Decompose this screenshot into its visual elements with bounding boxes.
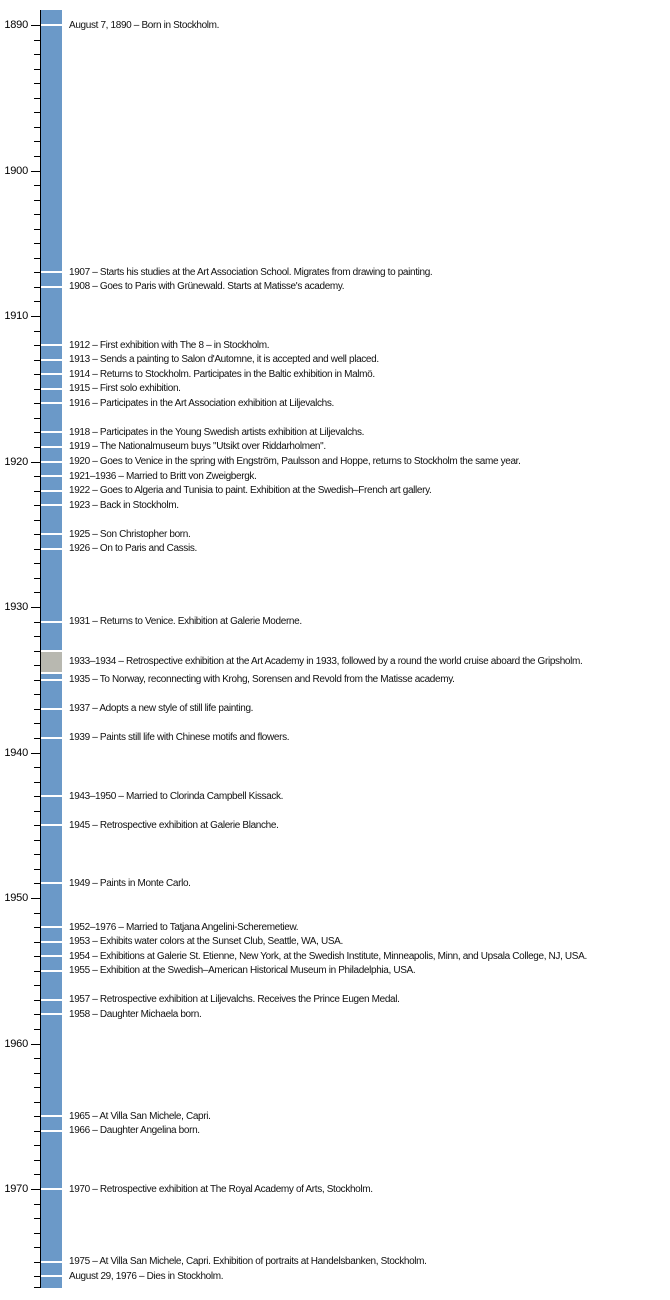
event-marker-line: [41, 941, 62, 943]
minor-year-tick: [34, 694, 41, 695]
major-year-tick: [31, 753, 41, 754]
minor-year-tick: [34, 825, 41, 826]
minor-year-tick: [34, 767, 41, 768]
minor-year-tick: [34, 1014, 41, 1015]
minor-year-tick: [34, 403, 41, 404]
minor-year-tick: [34, 1160, 41, 1161]
major-year-tick: [31, 25, 41, 26]
event-marker-line: [41, 286, 62, 288]
minor-year-tick: [34, 956, 41, 957]
year-axis-label: 1960: [4, 1038, 28, 1050]
event-marker-line: [41, 373, 62, 375]
minor-year-tick: [34, 811, 41, 812]
event-marker-line: [41, 446, 62, 448]
minor-year-tick: [34, 1102, 41, 1103]
year-axis-label: 1970: [4, 1183, 28, 1195]
minor-year-tick: [34, 69, 41, 70]
event-label: 1931 – Returns to Venice. Exhibition at Galerie Moderne.: [69, 616, 302, 628]
minor-year-tick: [34, 1145, 41, 1146]
minor-year-tick: [34, 651, 41, 652]
event-label: 1955 – Exhibition at the Swedish–American Historical Museum in Philadelphia, USA.: [69, 965, 416, 977]
event-label: 1957 – Retrospective exhibition at Liljevalchs. Receives the Prince Eugen Medal.: [69, 994, 400, 1006]
minor-year-tick: [34, 1262, 41, 1263]
event-marker-line: [41, 24, 62, 26]
major-year-tick: [31, 1044, 41, 1045]
minor-year-tick: [34, 112, 41, 113]
minor-year-tick: [34, 229, 41, 230]
event-marker-line: [41, 548, 62, 550]
minor-year-tick: [34, 1204, 41, 1205]
event-label: 1914 – Returns to Stockholm. Participates in the Baltic exhibition in Malmö.: [69, 368, 375, 380]
major-year-tick: [31, 171, 41, 172]
minor-year-tick: [34, 243, 41, 244]
minor-year-tick: [34, 374, 41, 375]
event-label: 1933–1934 – Retrospective exhibition at the Art Academy in 1933, followed by a round the world cruise aboard the Gripsholm.: [69, 656, 583, 668]
minor-year-tick: [34, 622, 41, 623]
event-marker-line: [41, 824, 62, 826]
minor-year-tick: [34, 563, 41, 564]
year-axis-label: 1900: [4, 165, 28, 177]
event-marker-line: [41, 1130, 62, 1132]
event-marker-line: [41, 431, 62, 433]
minor-year-tick: [34, 942, 41, 943]
event-label: 1921–1936 – Married to Britt von Zweigbergk.: [69, 470, 257, 482]
event-marker-line: [41, 504, 62, 506]
minor-year-tick: [34, 1058, 41, 1059]
event-marker-line: [41, 461, 62, 463]
minor-year-tick: [34, 476, 41, 477]
minor-year-tick: [34, 1073, 41, 1074]
minor-year-tick: [34, 1218, 41, 1219]
event-label: 1923 – Back in Stockholm.: [69, 499, 179, 511]
minor-year-tick: [34, 723, 41, 724]
event-marker-line: [41, 388, 62, 390]
year-axis-label: 1930: [4, 601, 28, 613]
minor-year-tick: [34, 782, 41, 783]
event-marker-line: [41, 1261, 62, 1263]
minor-year-tick: [34, 447, 41, 448]
minor-year-tick: [34, 1247, 41, 1248]
event-marker-line: [41, 955, 62, 957]
event-marker-line: [41, 533, 62, 535]
minor-year-tick: [34, 345, 41, 346]
event-label: 1958 – Daughter Michaela born.: [69, 1008, 202, 1020]
minor-year-tick: [34, 927, 41, 928]
event-marker-line: [41, 1115, 62, 1117]
highlight-period-block: [41, 652, 62, 672]
event-marker-line: [41, 402, 62, 404]
minor-year-tick: [34, 83, 41, 84]
event-marker-line: [41, 679, 62, 681]
event-label: 1919 – The Nationalmuseum buys "Utsikt over Riddarholmen".: [69, 441, 326, 453]
minor-year-tick: [34, 1029, 41, 1030]
minor-year-tick: [34, 636, 41, 637]
event-label: August 29, 1976 – Dies in Stockholm.: [69, 1270, 224, 1282]
minor-year-tick: [34, 883, 41, 884]
event-label: 1920 – Goes to Venice in the spring with Engström, Paulsson and Hoppe, returns to Stockholm the same year.: [69, 456, 521, 467]
minor-year-tick: [34, 54, 41, 55]
event-label: 1912 – First exhibition with The 8 – in Stockholm.: [69, 339, 270, 351]
minor-year-tick: [34, 578, 41, 579]
event-marker-line: [41, 475, 62, 477]
year-axis-label: 1910: [4, 310, 28, 322]
year-axis-label: 1940: [4, 747, 28, 759]
event-marker-line: [41, 926, 62, 928]
minor-year-tick: [34, 1276, 41, 1277]
minor-year-tick: [34, 389, 41, 390]
major-year-tick: [31, 462, 41, 463]
minor-year-tick: [34, 40, 41, 41]
event-label: 1975 – At Villa San Michele, Capri. Exhibition of portraits at Handelsbanken, Stockholm.: [69, 1256, 427, 1268]
minor-year-tick: [34, 491, 41, 492]
event-marker-line: [41, 621, 62, 623]
event-marker-line: [41, 795, 62, 797]
minor-year-tick: [34, 869, 41, 870]
minor-year-tick: [34, 665, 41, 666]
minor-year-tick: [34, 185, 41, 186]
minor-year-tick: [34, 1000, 41, 1001]
minor-year-tick: [34, 592, 41, 593]
minor-year-tick: [34, 505, 41, 506]
minor-year-tick: [34, 360, 41, 361]
minor-year-tick: [34, 418, 41, 419]
event-label: 1925 – Son Christopher born.: [69, 528, 191, 540]
event-marker-line: [41, 708, 62, 710]
event-marker-line: [41, 490, 62, 492]
event-label: 1954 – Exhibitions at Galerie St. Etienne, New York, at the Swedish Institute, Minneapolis, Minn, and Upsala College, NJ, USA.: [69, 950, 587, 962]
minor-year-tick: [34, 156, 41, 157]
event-label: 1922 – Goes to Algeria and Tunisia to paint. Exhibition at the Swedish–French art gallery.: [69, 485, 432, 497]
event-label: 1935 – To Norway, reconnecting with Krohg, Sorensen and Revold from the Matisse academy.: [69, 674, 455, 686]
event-marker-line: [41, 1013, 62, 1015]
event-marker-line: [41, 1188, 62, 1190]
year-axis-label: 1920: [4, 456, 28, 468]
event-label: 1939 – Paints still life with Chinese motifs and flowers.: [69, 732, 290, 744]
event-marker-line: [41, 970, 62, 972]
event-marker-line: [41, 271, 62, 273]
minor-year-tick: [34, 141, 41, 142]
major-year-tick: [31, 898, 41, 899]
minor-year-tick: [34, 1116, 41, 1117]
event-label: 1952–1976 – Married to Tatjana Angelini-Scheremetiew.: [69, 921, 299, 933]
year-axis-label: 1890: [4, 19, 28, 31]
event-label: 1907 – Starts his studies at the Art Association School. Migrates from drawing to painting.: [69, 266, 433, 278]
minor-year-tick: [34, 272, 41, 273]
event-marker-line: [41, 1275, 62, 1277]
event-marker-line: [41, 344, 62, 346]
major-year-tick: [31, 316, 41, 317]
minor-year-tick: [34, 738, 41, 739]
event-label: 1953 – Exhibits water colors at the Sunset Club, Seattle, WA, USA.: [69, 936, 343, 948]
minor-year-tick: [34, 709, 41, 710]
minor-year-tick: [34, 534, 41, 535]
event-label: 1918 – Participates in the Young Swedish artists exhibition at Liljevalchs.: [69, 426, 365, 438]
minor-year-tick: [34, 913, 41, 914]
minor-year-tick: [34, 200, 41, 201]
minor-year-tick: [34, 1087, 41, 1088]
event-label: 1949 – Paints in Monte Carlo.: [69, 877, 191, 889]
minor-year-tick: [34, 549, 41, 550]
event-label: 1916 – Participates in the Art Association exhibition at Liljevalchs.: [69, 397, 334, 409]
minor-year-tick: [34, 1287, 41, 1288]
minor-year-tick: [34, 840, 41, 841]
minor-year-tick: [34, 214, 41, 215]
year-axis-line: [40, 10, 41, 1288]
minor-year-tick: [34, 301, 41, 302]
timeline-bar: [41, 10, 62, 1288]
event-marker-line: [41, 999, 62, 1001]
year-axis-label: 1950: [4, 892, 28, 904]
event-label: 1943–1950 – Married to Clorinda Campbell Kissack.: [69, 790, 284, 802]
minor-year-tick: [34, 98, 41, 99]
event-label: 1926 – On to Paris and Cassis.: [69, 543, 197, 555]
event-marker-line: [41, 672, 62, 674]
major-year-tick: [31, 607, 41, 608]
event-label: 1908 – Goes to Paris with Grünewald. Starts at Matisse's academy.: [69, 281, 345, 293]
event-marker-line: [41, 737, 62, 739]
minor-year-tick: [34, 258, 41, 259]
minor-year-tick: [34, 680, 41, 681]
minor-year-tick: [34, 1174, 41, 1175]
event-label: 1913 – Sends a painting to Salon d'Automne, it is accepted and well placed.: [69, 354, 379, 366]
event-label: 1970 – Retrospective exhibition at The Royal Academy of Arts, Stockholm.: [69, 1183, 373, 1195]
minor-year-tick: [34, 432, 41, 433]
event-label: 1915 – First solo exhibition.: [69, 383, 181, 395]
event-label: August 7, 1890 – Born in Stockholm.: [69, 19, 220, 31]
event-label: 1965 – At Villa San Michele, Capri.: [69, 1110, 211, 1122]
minor-year-tick: [34, 331, 41, 332]
minor-year-tick: [34, 796, 41, 797]
event-label: 1945 – Retrospective exhibition at Galerie Blanche.: [69, 819, 279, 831]
minor-year-tick: [34, 287, 41, 288]
event-marker-line: [41, 359, 62, 361]
minor-year-tick: [34, 1233, 41, 1234]
minor-year-tick: [34, 1131, 41, 1132]
event-label: 1966 – Daughter Angelina born.: [69, 1125, 200, 1137]
minor-year-tick: [34, 520, 41, 521]
minor-year-tick: [34, 854, 41, 855]
event-label: 1937 – Adopts a new style of still life painting.: [69, 703, 254, 715]
major-year-tick: [31, 1189, 41, 1190]
event-marker-line: [41, 882, 62, 884]
minor-year-tick: [34, 971, 41, 972]
minor-year-tick: [34, 127, 41, 128]
minor-year-tick: [34, 985, 41, 986]
